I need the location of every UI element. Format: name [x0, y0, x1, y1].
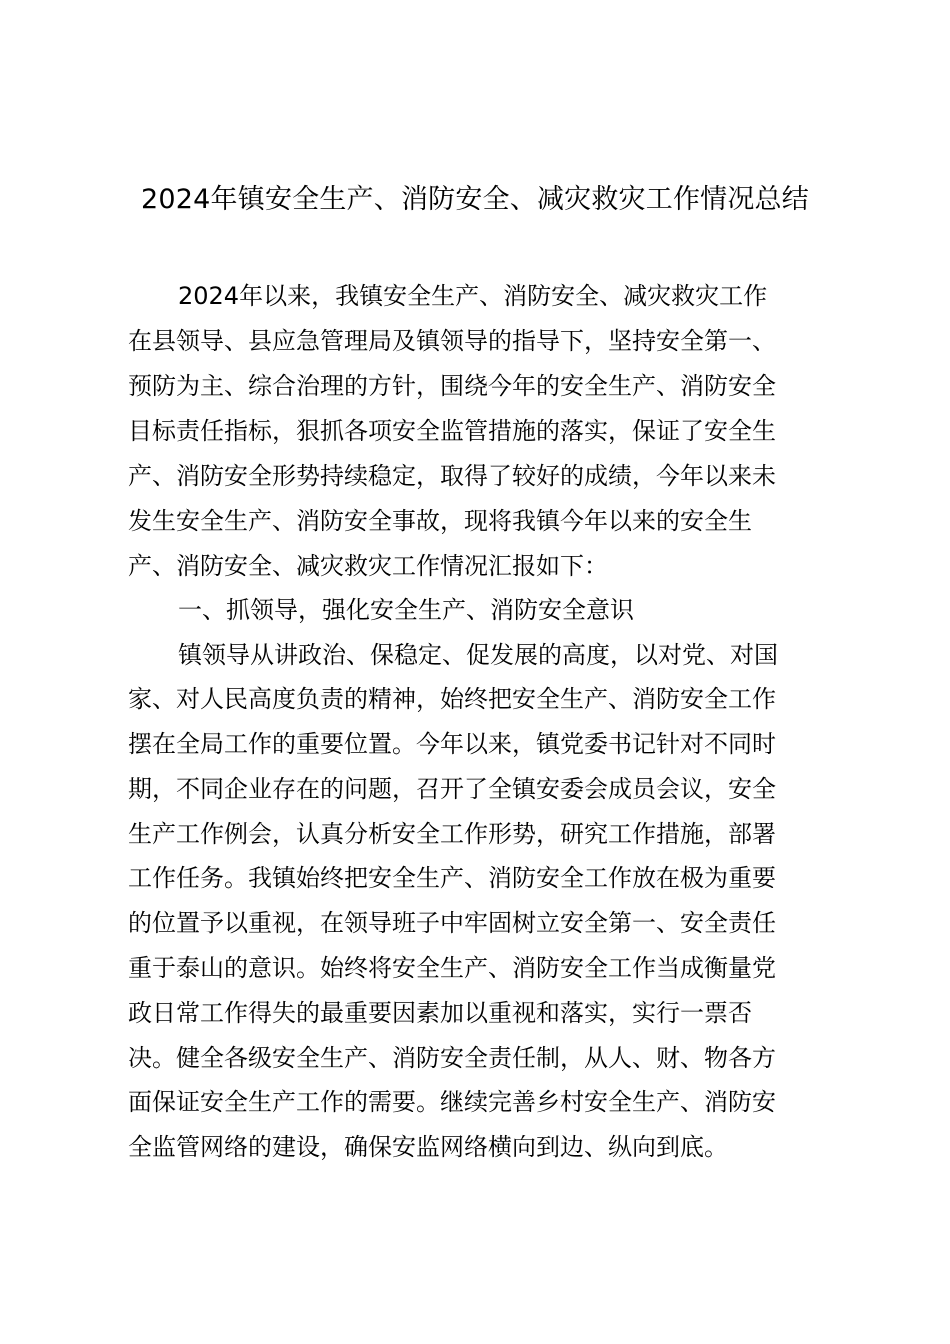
body-line: 工作任务。我镇始终把安全生产、消防安全工作放在极为重要: [128, 864, 776, 892]
body-line: 期，不同企业存在的问题，召开了全镇安委会成员会议，安全: [128, 775, 776, 803]
body-line: 决。健全各级安全生产、消防安全责任制，从人、财、物各方: [128, 1044, 776, 1072]
body-line: 面保证安全生产工作的需要。继续完善乡村安全生产、消防安: [128, 1088, 776, 1116]
body-line: 生产工作例会，认真分析安全工作形势，研究工作措施，部署: [128, 820, 776, 848]
body-line: 目标责任指标，狠抓各项安全监管措施的落实，保证了安全生: [128, 417, 776, 445]
body-line: 政日常工作得失的最重要因素加以重视和落实，实行一票否: [128, 999, 752, 1027]
section-heading: 一、抓领导，强化安全生产、消防安全意识: [178, 596, 634, 624]
body-line: 镇领导从讲政治、保稳定、促发展的高度，以对党、对国: [178, 641, 778, 669]
body-line: 2024年以来，我镇安全生产、消防安全、减灾救灾工作: [178, 282, 768, 310]
body-line: 产、消防安全、减灾救灾工作情况汇报如下：: [128, 552, 608, 580]
body-line: 预防为主、综合治理的方针，围绕今年的安全生产、消防安全: [128, 372, 776, 400]
body-line: 摆在全局工作的重要位置。今年以来，镇党委书记针对不同时: [128, 730, 776, 758]
body-line: 重于泰山的意识。始终将安全生产、消防安全工作当成衡量党: [128, 954, 776, 982]
body-line: 全监管网络的建设，确保安监网络横向到边、纵向到底。: [128, 1133, 728, 1161]
body-line: 的位置予以重视，在领导班子中牢固树立安全第一、安全责任: [128, 909, 776, 937]
document-title: 2024年镇安全生产、消防安全、减灾救灾工作情况总结: [141, 184, 809, 215]
body-line: 发生安全生产、消防安全事故，现将我镇今年以来的安全生: [128, 507, 752, 535]
body-line: 家、对人民高度负责的精神，始终把安全生产、消防安全工作: [128, 685, 776, 713]
body-line: 在县领导、县应急管理局及镇领导的指导下，坚持安全第一、: [128, 327, 776, 355]
body-line: 产、消防安全形势持续稳定，取得了较好的成绩，今年以来未: [128, 462, 776, 490]
